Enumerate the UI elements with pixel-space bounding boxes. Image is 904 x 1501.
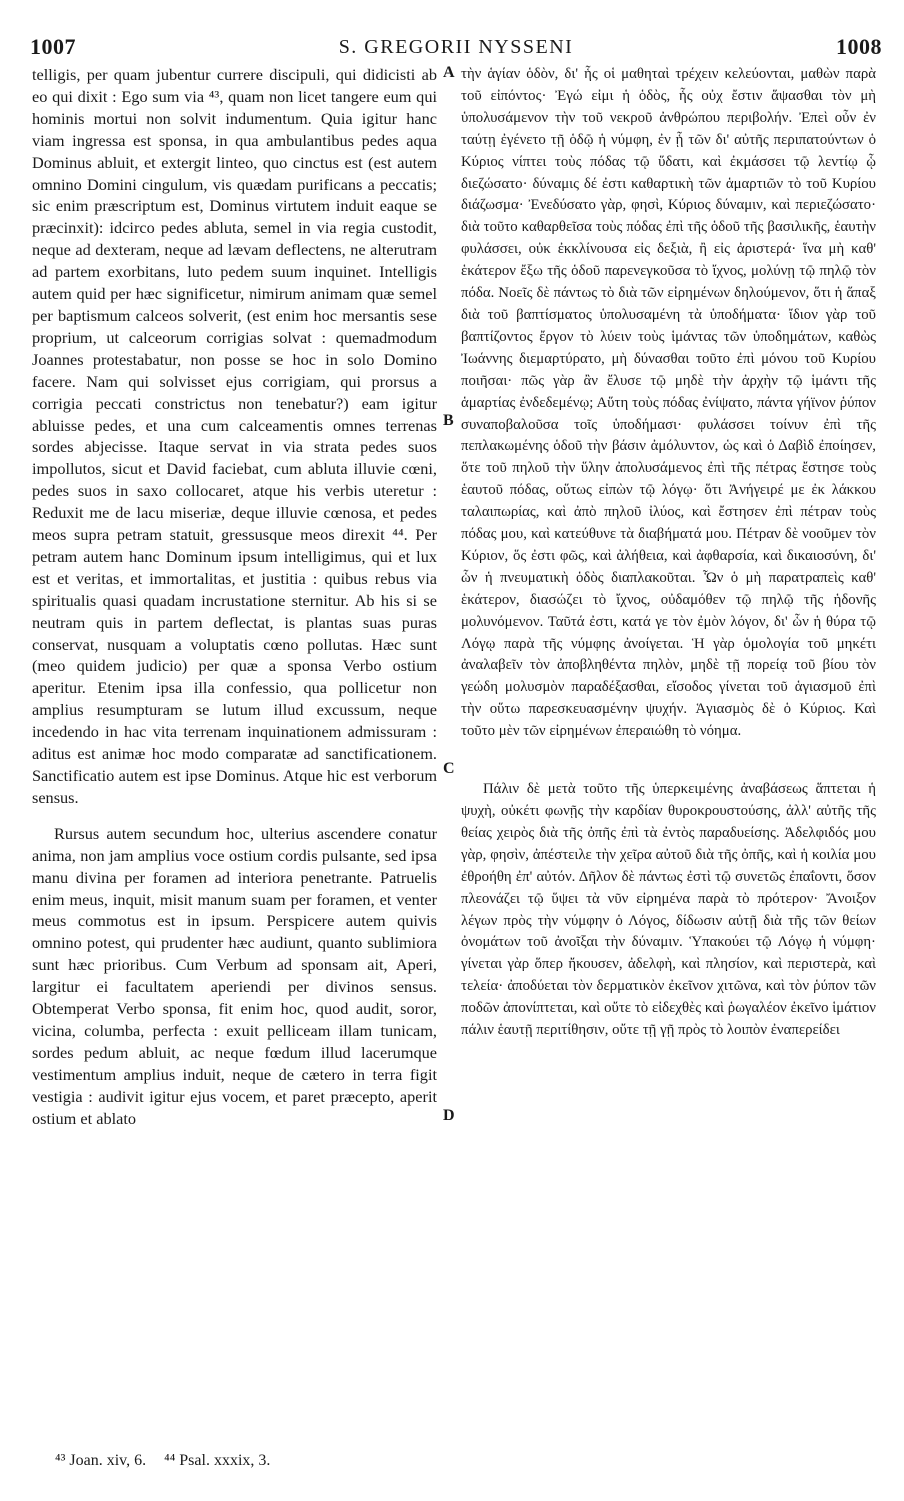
- margin-marker-b: B: [443, 412, 454, 429]
- latin-paragraph: telligis, per quam jubentur currere discipuli, qui didicisti ab eo qui dixit : Ego sum via ⁴³, quam non licet tangere eum qui hominis mortui non solvit indumentum. Quia igitur hanc viam ingressa est sponsa, in qua ambulantibus pedes aqua Dominus abluit, et extergit linteo, quo cinctus est (est autem omnino Domini cingulum, vis quædam purificans a peccatis; sic enim præscriptum est, Dominus virtutem induit eaque se præcinxit): idcirco pedes abluta, semel in via regia custodit, neque ad dexteram, neque ad lævam deflectens, ne alterutram ad partem exorbitans, luto pedem suum inquinet. Intelligis autem quid per hæc significetur, nimirum animam quæ semel per baptismum calceos solverit, (est enim hoc mersantis sese proprium, ut calceorum corrigias solvat : quemadmodum Joannes protestabatur, non posse se hoc in solo Domino facere. Nam qui solvisset ejus corrigiam, qui prorsus a corrigia peccati constrictus non tenebatur?) eam igitur abluisse pedes, et una cum calceamentis omnes terrenas sordes abjecisse. Itaque servat in via strata pedes suos impollutos, sicut et David faciebat, cum abluta illuvie cœni, pedes suos in saxo collocaret, atque his verbis uteretur : Reduxit me de lacu miseriæ, deque illuvie cœnosa, et pedes meos supra petram statuit, gressusque meos direxit ⁴⁴. Per petram autem hanc Dominum ipsum intelligimus, qui et lux est et veritas, et immortalitas, et justitia : quibus rebus via spiritualis quasi quadam incrustatione sternitur. Ab his si se neutram quis in partem deflectat, is plantas suas puras conservat, nusquam a voluptatis cœno pollutas. Hæc sunt (meo quidem judicio) per quæ a sponsa Verbo ostium aperitur. Etenim ipsa illa confessio, qua pollicetur non amplius resumpturam se lutum illud excussum, neque incedendo in hac vita terrenam inquinationem admissuram : aditus est animæ hoc modo comparatæ ad sanctificationem. Sanctificatio autem est ipse Dominus. Atque hic est verborum sensus.: [32, 65, 437, 807]
- greek-column: [461, 64, 876, 1042]
- greek-paragraph: τὴν ἁγίαν ὁδὸν, δι' ἧς οἱ μαθηταὶ τρέχειν κελεύονται, μαθὼν παρὰ τοῦ εἰπόντος· Ἐγώ εἰμι ἡ ὁδὸς, ἧς οὐχ ἔστιν ἅψασθαι τὸν μὴ ὑπολυσάμενον τὴν τοῦ νεκροῦ ἀνθρώπου περιβολήν. Ἐπεὶ οὖν ἐν ταύτῃ ἐγένετο τῇ ὁδῷ ἡ νύμφη, ἐν ᾗ τῶν δι' αὐτῆς περιπατούντων ὁ Κύριος νίπτει τοὺς πόδας τῷ ὕδατι, καὶ ἐκμάσσει τῷ λεντίῳ ᾧ διεζώσατο· δύναμις δέ ἐστι καθαρτικὴ τῶν ἁμαρτιῶν τὸ τοῦ Κυρίου διάζωσμα· Ἐνεδύσατο γὰρ, φησὶ, Κύριος δύναμιν, καὶ περιεζώσατο· διὰ τοῦτο καθαρθεῖσα τοὺς πόδας ἐπὶ τῆς ὁδοῦ τῆς βασιλικῆς, ἑαυτὴν φυλάσσει, οὐκ ἐκκλίνουσα εἰς δεξιὰ, ἢ εἰς ἀριστερά· ἵνα μὴ καθ' ἑκάτερον ἔξω τῆς ὁδοῦ παρενεγκοῦσα τὸ ἴχνος, μολύνῃ τῷ πηλῷ τὸν πόδα. Νοεῖς δὲ πάντως τὸ διὰ τῶν εἰρημένων δηλούμενον, ὅτι ἡ ἅπαξ διὰ τοῦ βαπτίσματος ὑπολυσαμένη τὰ ὑποδήματα· ἴδιον γὰρ τοῦ βαπτίζοντος ἔργον τὸ λύειν τοὺς ἱμάντας τῶν ὑποδημάτων, καθὼς Ἰωάννης διεμαρτύρατο, μὴ δύνασθαι τοῦτο ἐπὶ μόνου τοῦ Κυρίου ποιῆσαι· πῶς γὰρ ἂν ἔλυσε τῷ μηδὲ τὴν ἀρχὴν τῷ ἱμάντι τῆς ἁμαρτίας ἐνδεδεμένῳ; Αὕτη τοὺς πόδας ἐνίψατο, πάντα γήϊνον ῥύπον συναποβαλοῦσα τοῖς ὑποδήμασι· φυλάσσει τοίνυν ἐπὶ τῆς πεπλακωμένης ὁδοῦ τὴν βάσιν ἀμόλυντον, ὡς καὶ ὁ Δαβὶδ ἐποίησεν, ὅτε τοῦ πηλοῦ τὴν ὕλην ἀπολυσάμενος ἐπὶ τῆς πέτρας ἔστησε τοὺς ἑαυτοῦ πόδας, οὕτως εἰπὼν τῷ λόγῳ· ὅτι Ἀνήγειρέ με ἐκ λάκκου ταλαιπωρίας, καὶ ἀπὸ πηλοῦ ἰλύος, καὶ ἔστησεν ἐπὶ πέτραν τοὺς πόδας μου, καὶ κατεύθυνε τὰ διαβήματά μου. Πέτραν δὲ νοοῦμεν τὸν Κύριον, ὅς ἐστι φῶς, καὶ ἀλήθεια, καὶ ἀφθαρσία, καὶ δικαιοσύνη, δι' ὧν ἡ πνευματικὴ ὁδὸς διαπλακοῦται. Ὧν ὁ μὴ παρατραπεὶς καθ' ἑκάτερον, διασώζει τὸ ἴχνος, οὐδαμόθεν τῷ πηλῷ τῆς ἡδονῆς μολυνόμενον. Ταῦτά ἐστι, κατά γε τὸν ἐμὸν λόγον, δι' ὧν ἡ θύρα τῷ Λόγῳ παρὰ τῆς νύμφης ἀνοίγεται. Ἡ γὰρ ὁμολογία τοῦ μηκέτι ἀναλαβεῖν τὸν ἀποβληθέντα πηλὸν, μηδὲ τῇ πορείᾳ τοῦ βίου τὸν γεώδη μολυσμὸν παραδέξασθαι, εἴσοδος γίνεται τοῦ ἁγιασμοῦ ἐπὶ τὴν οὕτω παρεσκευασμένην ψυχήν. Ἁγιασμὸς δὲ ὁ Κύριος. Καὶ τοῦτο μὲν τῶν εἰρημένων ἐπεραιώθη τὸ νόημα.: [461, 66, 876, 740]
- footnotes: [55, 1452, 284, 1470]
- latin-column: [32, 64, 437, 1130]
- margin-marker-c: C: [443, 760, 455, 777]
- footnote: ⁴⁴ Psal. xxxix, 3.: [164, 1452, 271, 1469]
- page-number-right: 1008: [836, 34, 882, 59]
- margin-marker-a: A: [443, 64, 455, 81]
- running-header: [30, 34, 882, 64]
- latin-paragraph: Rursus autem secundum hoc, ulterius ascendere conatur anima, non jam amplius voce ostium cordis pulsante, sed ipsa manu divina per foramen ad interiora penetrante. Patruelis enim meus, inquit, misit manum suam per foramen, et venter meus commotus est in ipsum. Perspicere autem quivis omnino potest, qui prudenter hæc audiunt, quanto sublimiora sunt hæc prioribus. Cum Verbum ad sponsam ait, Aperi, largitur ei facultatem aperiendi per divinos sensus. Obtemperat Verbo sponsa, fit enim hoc, quod audit, soror, vicina, columba, perfecta : exuit pelliceam illam tunicam, sordes pedum abluit, ac neque fœdum illud lacerumque vestimentum amplius induit, neque de cætero in terra figit vestigia : audivit igitur ejus vocem, et paret præcepto, aperit ostium et ablato: [32, 823, 437, 1128]
- greek-paragraph: Πάλιν δὲ μετὰ τοῦτο τῆς ὑπερκειμένης ἀναβάσεως ἅπτεται ἡ ψυχὴ, οὐκέτι φωνῇς τὴν καρδίαν θυροκρουστούσης, ἀλλ' αὐτῆς τῆς θείας χειρὸς διὰ τῆς ὀπῆς ἐπὶ τὰ ἐντὸς παραδυείσης. Ἀδελφιδός μου γὰρ, φησὶν, ἀπέστειλε τὴν χεῖρα αὐτοῦ διὰ τῆς ὀπῆς, καὶ ἡ κοιλία μου ἐθροήθη ἐπ' αὐτόν. Δῆλον δὲ πάντως ἐστὶ τῷ συνετῶς ἐπαΐοντι, ὅσον πλεονάζει τῷ ὕψει τὰ νῦν εἰρημένα παρὰ τὸ πρότερον· Ἄνοιξον λέγων πρὸς τὴν νύμφην ὁ Λόγος, δίδωσιν αὐτῇ διὰ τῆς τῶν θείων ὀνομάτων τοῦ ἀνοῖξαι τὴν δύναμιν. Ὑπακούει τῷ Λόγῳ ἡ νύμφη· γίνεται γὰρ ὅπερ ἤκουσεν, ἀδελφὴ, καὶ πλησίον, καὶ περιστερὰ, καὶ τελεία· ἀποδύεται τὸν δερματικὸν ἐκεῖνον χιτῶνα, καὶ τὸν ῥύπον τῶν ποδῶν ἀπονίπτεται, καὶ οὔτε τὸ εἰδεχθὲς καὶ ῥωγαλέον ἐκεῖνο ἱμάτιον πάλιν ἑαυτῇ περιτίθησιν, οὔτε τῇ γῇ πρὸς τὸ λοιπὸν ἐναπερείδει: [461, 781, 876, 1039]
- margin-marker-d: D: [443, 1107, 455, 1124]
- running-title: S. GREGORII NYSSENI: [338, 36, 574, 58]
- footnote: ⁴³ Joan. xiv, 6.: [55, 1452, 147, 1469]
- page-number-left: 1007: [30, 34, 76, 59]
